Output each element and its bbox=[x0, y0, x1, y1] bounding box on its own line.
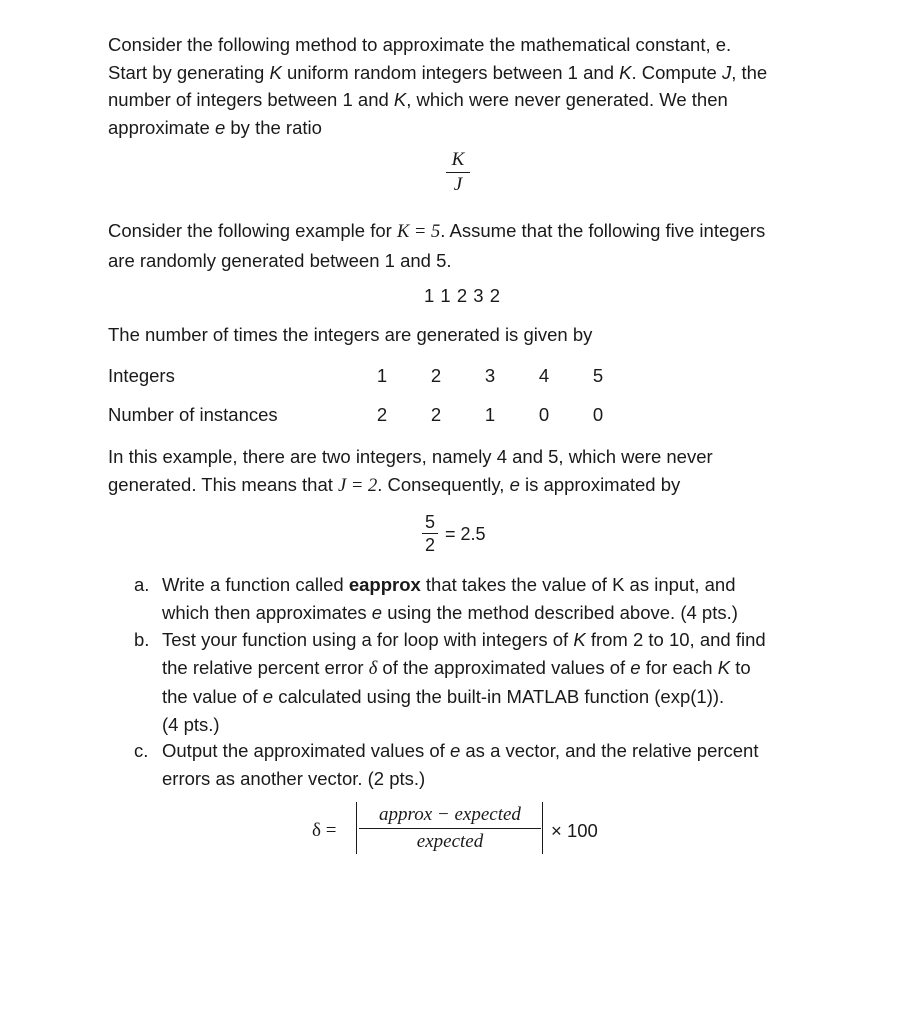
task-marker: b. bbox=[134, 629, 150, 650]
math-inline: δ bbox=[368, 658, 378, 679]
table-cell-integer: 2 bbox=[430, 365, 442, 386]
ratio-numerator: K bbox=[451, 149, 465, 170]
table-cell-integer: 4 bbox=[538, 365, 550, 386]
formula-lhs: δ = bbox=[312, 820, 337, 841]
text-line: Write a function called eapprox that takes the value of K as input, and bbox=[162, 574, 736, 595]
italic-text: e bbox=[214, 116, 226, 138]
text-line: errors as another vector. (2 pts.) bbox=[162, 767, 426, 789]
task-text bbox=[162, 571, 738, 626]
italic-text: e bbox=[371, 601, 383, 623]
approx-result: = 2.5 bbox=[445, 524, 486, 544]
abs-bar-left bbox=[356, 802, 357, 854]
formula-fraction bbox=[359, 802, 541, 855]
math-inline: K = 5 bbox=[396, 222, 441, 242]
italic-text: K bbox=[717, 656, 731, 678]
ratio-fraction bbox=[446, 148, 470, 197]
table-cell-instances: 0 bbox=[592, 404, 604, 425]
italic-text: J bbox=[721, 61, 732, 83]
approx-numerator: 5 bbox=[424, 512, 435, 532]
abs-bar-right bbox=[542, 802, 543, 854]
approx-denominator: 2 bbox=[424, 535, 435, 555]
text-line: Test your function using a for loop with integers of K from 2 to 10, and find bbox=[162, 629, 766, 650]
table-row-label-instances: Number of instances bbox=[108, 404, 278, 425]
ratio-denominator: J bbox=[453, 174, 463, 195]
task-text bbox=[162, 626, 766, 738]
text-line: which then approximates e using the method described above. (4 pts.) bbox=[162, 601, 738, 623]
italic-text: e bbox=[630, 656, 641, 678]
text-line: the value of e calculated using the built-in MATLAB function (exp(1)). bbox=[162, 686, 725, 707]
table-cell-instances: 1 bbox=[484, 404, 496, 425]
italic-text: K bbox=[619, 61, 632, 83]
italic-text: K bbox=[269, 61, 282, 83]
task-text bbox=[162, 737, 758, 792]
conclusion-paragraph bbox=[108, 443, 713, 500]
text-line: approximate e by the ratio bbox=[108, 116, 322, 138]
intro-paragraph bbox=[108, 31, 767, 141]
text-line: In this example, there are two integers, namely 4 and 5, which were never bbox=[108, 446, 713, 467]
table-row-label-integers: Integers bbox=[108, 365, 175, 386]
text-line: are randomly generated between 1 and 5. bbox=[108, 249, 452, 271]
bold-text: eapprox bbox=[348, 574, 421, 595]
approx-fraction bbox=[422, 511, 438, 556]
text-line: number of integers between 1 and K, which were never generated. We then bbox=[108, 89, 728, 110]
table-cell-integer: 5 bbox=[592, 365, 604, 386]
italic-text: K bbox=[573, 629, 586, 650]
text-line: Consider the following example for K = 5. Assume that the following five integers bbox=[108, 220, 766, 242]
table-cell-instances: 2 bbox=[376, 404, 388, 425]
formula-tail: × 100 bbox=[551, 820, 598, 841]
example-paragraph bbox=[108, 217, 765, 274]
math-inline: J = 2 bbox=[338, 475, 378, 496]
formula-numerator: approx − expected bbox=[379, 804, 521, 825]
text-line: the relative percent error δ of the approximated values of e for each K to bbox=[162, 656, 751, 679]
table-cell-integer: 3 bbox=[484, 365, 496, 386]
table-cell-integer: 1 bbox=[376, 365, 388, 386]
text-line: generated. This means that J = 2. Consequently, e is approximated by bbox=[108, 473, 681, 496]
random-sequence: 1 1 2 3 2 bbox=[424, 285, 501, 306]
text-line: Start by generating K uniform random integers between 1 and K. Compute J, the bbox=[108, 61, 768, 83]
italic-text: e bbox=[262, 686, 274, 707]
italic-text: e bbox=[509, 473, 520, 495]
italic-text: e bbox=[449, 740, 461, 761]
table-cell-instances: 0 bbox=[538, 404, 550, 425]
table-cell-instances: 2 bbox=[430, 404, 442, 425]
italic-text: K bbox=[393, 89, 407, 110]
task-marker: c. bbox=[134, 740, 149, 761]
text-line: (4 pts.) bbox=[162, 713, 220, 735]
times-text: The number of times the integers are generated is given by bbox=[108, 324, 593, 345]
text-line: Consider the following method to approximate the mathematical constant, e. bbox=[108, 34, 732, 55]
formula-denominator: expected bbox=[416, 831, 484, 852]
text-line: Output the approximated values of e as a vector, and the relative percent bbox=[162, 740, 759, 761]
task-marker: a. bbox=[134, 574, 150, 595]
